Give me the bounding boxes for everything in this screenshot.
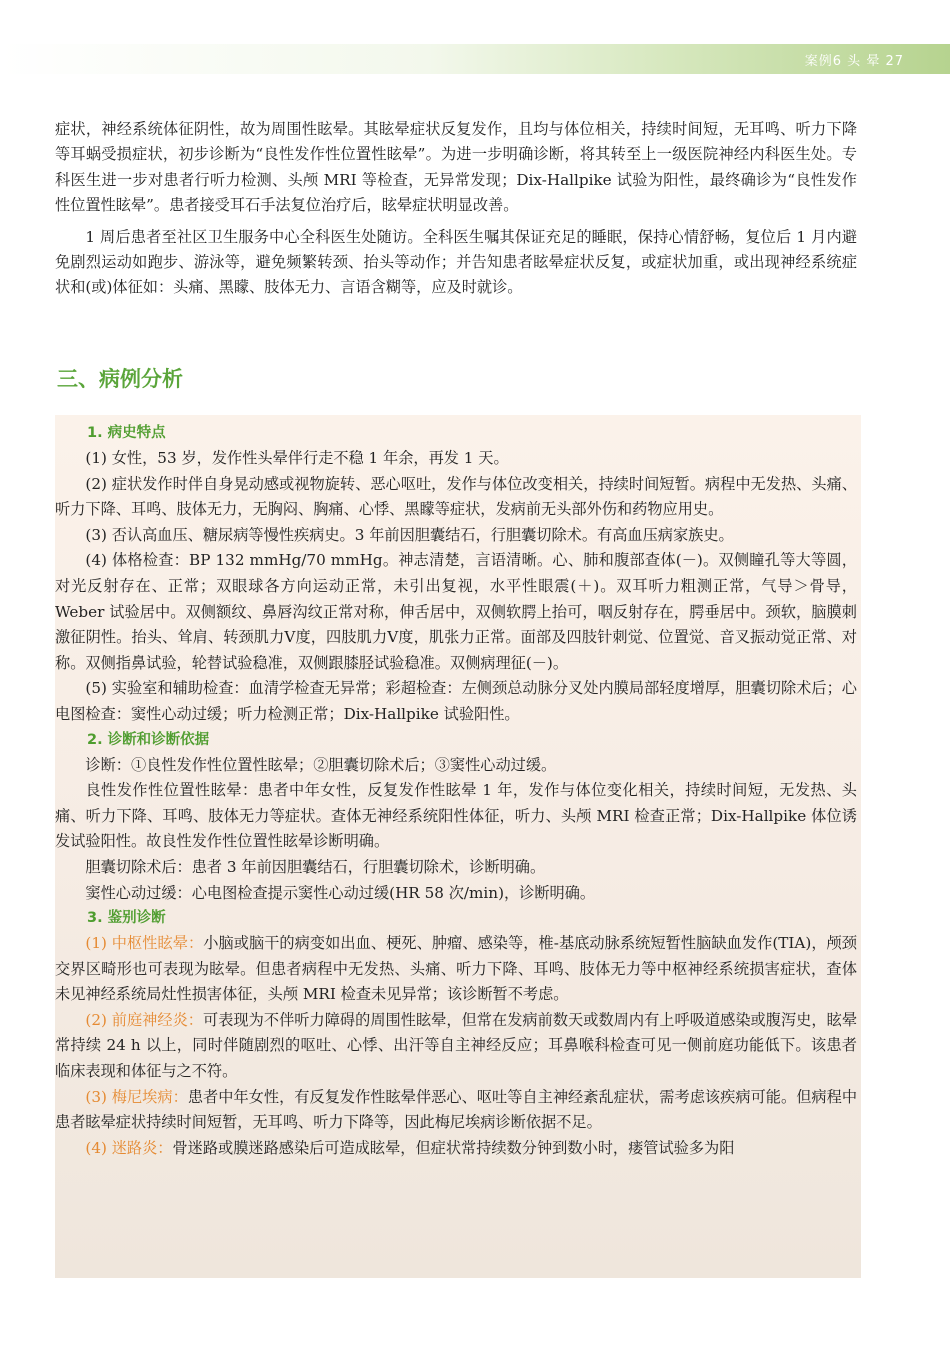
intro-paragraph: 症状，神经系统体征阴性，故为周围性眩晕。其眩晕症状反复发作，且均与体位相关，持续时间短，无耳鸣、听力下降等耳蜗受损症状，初步诊断为“良性发作性位置性眩晕”。为进一步明确诊断，将其转至上一级医院神经内科医生处。专科医生进一步对患者行听力检测、头颅 MRI 等检查，无异常发现；Dix-Hallpike 试验为阳性，最终确诊为“良性发作性位置性眩晕”。患者接受耳石手法复位治疗后，眩晕症状明显改善。	[55, 120, 857, 215]
diagnosis-item: 诊断：①良性发作性位置性眩晕；②胆囊切除术后；③窦性心动过缓。	[85, 755, 557, 774]
history-item: (2) 症状发作时伴自身晃动感或视物旋转、恶心呕吐，发作与体位改变相关，持续时间短暂。病程中无发热、头痛、听力下降、耳鸣、肢体无力，无胸闷、胸痛、心悸、黑矇等症状，发病前无头部外伤和药物应用史。	[55, 474, 857, 519]
differential-lead: (4) 迷路炎：	[85, 1138, 173, 1157]
history-item: (5) 实验室和辅助检查：血清学检查无异常；彩超检查：左侧颈总动脉分叉处内膜局部轻度增厚，胆囊切除术后；心电图检查：窦性心动过缓；听力检测正常；Dix-Hallpike 试验阳性。	[55, 679, 857, 723]
differential-text: 骨迷路或膜迷路感染后可造成眩晕，但症状常持续数分钟到数小时，瘘管试验多为阳	[172, 1138, 735, 1157]
differential-lead: (1) 中枢性眩晕：	[85, 934, 204, 953]
differential-text: 患者中年女性，有反复发作性眩晕伴恶心、呕吐等自主神经紊乱症状，需考虑该疾病可能。但病程中患者眩晕症状持续时间短暂，无耳鸣、听力下降等，因此梅尼埃病诊断依据不足。	[55, 1087, 858, 1132]
diagnosis-item: 胆囊切除术后：患者 3 年前因胆囊结石，行胆囊切除术，诊断明确。	[85, 857, 546, 876]
history-item: (3) 否认高血压、糖尿病等慢性疾病史。3 年前因胆囊结石，行胆囊切除术。有高血压病家族史。	[85, 525, 734, 544]
differential-item	[55, 931, 857, 1008]
diagnosis-heading: 2. 诊断和诊断依据	[87, 731, 210, 748]
differential-item	[55, 1085, 857, 1136]
differential-item	[55, 1008, 857, 1085]
case-analysis-box	[55, 415, 861, 1278]
differential-heading: 3. 鉴别诊断	[87, 910, 166, 927]
differential-lead: (3) 梅尼埃病：	[85, 1087, 188, 1106]
intro-text	[55, 117, 857, 301]
differential-lead: (2) 前庭神经炎：	[85, 1010, 204, 1029]
diagnosis-item: 良性发作性位置性眩晕：患者中年女性，反复发作性眩晕 1 年，发作与体位变化相关，持续时间短，无发热、头痛、听力下降、耳鸣、肢体无力等症状。查体无神经系统阳性体征，听力、头颅 MRI 检查正常；Dix-Hallpike 体位诱发试验阳性。故良性发作性位置性眩晕诊断明确。	[55, 781, 857, 851]
running-header: 案例6 头 晕 27	[804, 54, 904, 69]
intro-paragraph: 1 周后患者至社区卫生服务中心全科医生处随访。全科医生嘱其保证充足的睡眠，保持心情舒畅，复位后 1 月内避免剧烈运动如跑步、游泳等，避免频繁转颈、抬头等动作；并告知患者眩晕症状反复，或症状加重，或出现神经系统症状和(或)体征如：头痛、黑矇、肢体无力、言语含糊等，应及时就诊。	[55, 227, 857, 297]
history-item: (4) 体格检查：BP 132 mmHg/70 mmHg。神志清楚，言语清晰。心、肺和腹部查体(－)。双侧瞳孔等大等圆，对光反射存在、正常；双眼球各方向运动正常，未引出复视，水平性眼震(＋)。双耳听力粗测正常，气导＞骨导，Weber 试验居中。双侧额纹、鼻唇沟纹正常对称，伸舌居中，双侧软腭上抬可，咽反射存在，腭垂居中。颈软，脑膜刺激征阴性。抬头、耸肩、转颈肌力Ⅴ度，四肢肌力Ⅴ度，肌张力正常。面部及四肢针刺觉、位置觉、音叉振动觉正常、对称。双侧指鼻试验，轮替试验稳准，双侧跟膝胫试验稳准。双侧病理征(－)。	[55, 551, 857, 672]
history-item: (1) 女性，53 岁，发作性头晕伴行走不稳 1 年余，再发 1 天。	[85, 449, 509, 467]
differential-text: 小脑或脑干的病变如出血、梗死、肿瘤、感染等，椎-基底动脉系统短暂性脑缺血发作(TIA)，颅颈交界区畸形也可表现为眩晕。但患者病程中无发热、头痛、听力下降、耳鸣、肢体无力等中枢神经系统损害症状，查体未见神经系统局灶性损害体征，头颅 MRI 检查未见异常；该诊断暂不考虑。	[55, 934, 857, 1004]
history-heading: 1. 病史特点	[87, 425, 166, 441]
diagnosis-item: 窦性心动过缓：心电图检查提示窦性心动过缓(HR 58 次/min)，诊断明确。	[85, 883, 596, 902]
differential-text: 可表现为不伴听力障碍的周围性眩晕，但常在发病前数天或数周内有上呼吸道感染或腹泻史，眩晕常持续 24 h 以上，同时伴随剧烈的呕吐、心悸、出汗等自主神经反应；耳鼻喉科检查可见一侧前庭功能低下。该患者临床表现和体征与之不符。	[55, 1010, 858, 1081]
differential-item	[55, 1136, 857, 1162]
section-title: 三、病例分析	[57, 367, 183, 391]
